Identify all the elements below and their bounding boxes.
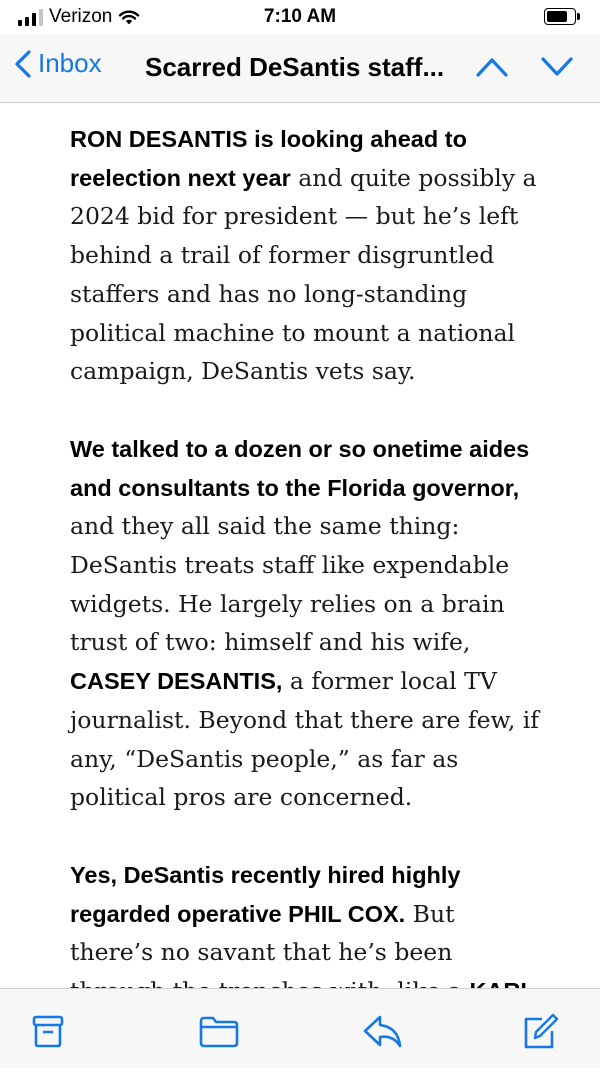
move-to-folder-button[interactable] xyxy=(197,1011,241,1051)
paragraph-text: and they all said the same thing: DeSantis treats staff like expendable widgets. He largely relies on a brain trust of two: himself and his wife, xyxy=(70,512,510,657)
email-subject-title: Scarred DeSantis staff... xyxy=(145,52,445,82)
nav-bar xyxy=(0,34,600,103)
compose-icon xyxy=(518,1011,562,1051)
folder-icon xyxy=(197,1011,241,1051)
chevron-down-icon[interactable] xyxy=(540,54,574,80)
compose-button[interactable] xyxy=(518,1011,562,1051)
paragraph-2 xyxy=(70,430,540,817)
archive-icon xyxy=(26,1011,70,1051)
status-bar xyxy=(0,0,600,34)
reply-button[interactable] xyxy=(360,1011,404,1051)
back-label: Inbox xyxy=(38,48,102,78)
paragraph-text: But there’s no savant that he’s been xyxy=(70,899,455,967)
chevron-up-icon[interactable] xyxy=(475,54,509,80)
paragraph-text: a former local TV journalist. Beyond that there are few, if any, “DeSantis people,” as far as political pros are concerned. xyxy=(70,667,539,812)
bold-lead: RON DESANTIS is looking ahead to reelection next year xyxy=(70,126,467,191)
bold-lead: We talked to a dozen or so onetime aides and consultants to the Florida governor, xyxy=(70,435,530,501)
paragraph-text: and quite possibly a 2024 bid for president — but he’s left behind a trail of former disgruntled staffers and has no long-standing political machine to mount a national campaign, DeSantis vets say. xyxy=(70,163,537,386)
paragraph-1 xyxy=(70,120,540,391)
status-time: 7:10 AM xyxy=(263,6,337,27)
battery-icon xyxy=(544,8,580,25)
bottom-toolbar xyxy=(0,988,600,1068)
bold-lead: Yes, DeSantis recently hired highly regarded operative PHIL COX. xyxy=(70,861,461,927)
carrier-name: Verizon xyxy=(49,6,113,27)
chevron-left-icon xyxy=(14,49,32,79)
back-to-inbox-button[interactable] xyxy=(14,48,102,79)
email-body xyxy=(70,120,540,1088)
archive-button[interactable] xyxy=(26,1011,70,1051)
reply-icon xyxy=(360,1011,404,1051)
bold-name: CASEY DESANTIS, xyxy=(70,668,283,695)
